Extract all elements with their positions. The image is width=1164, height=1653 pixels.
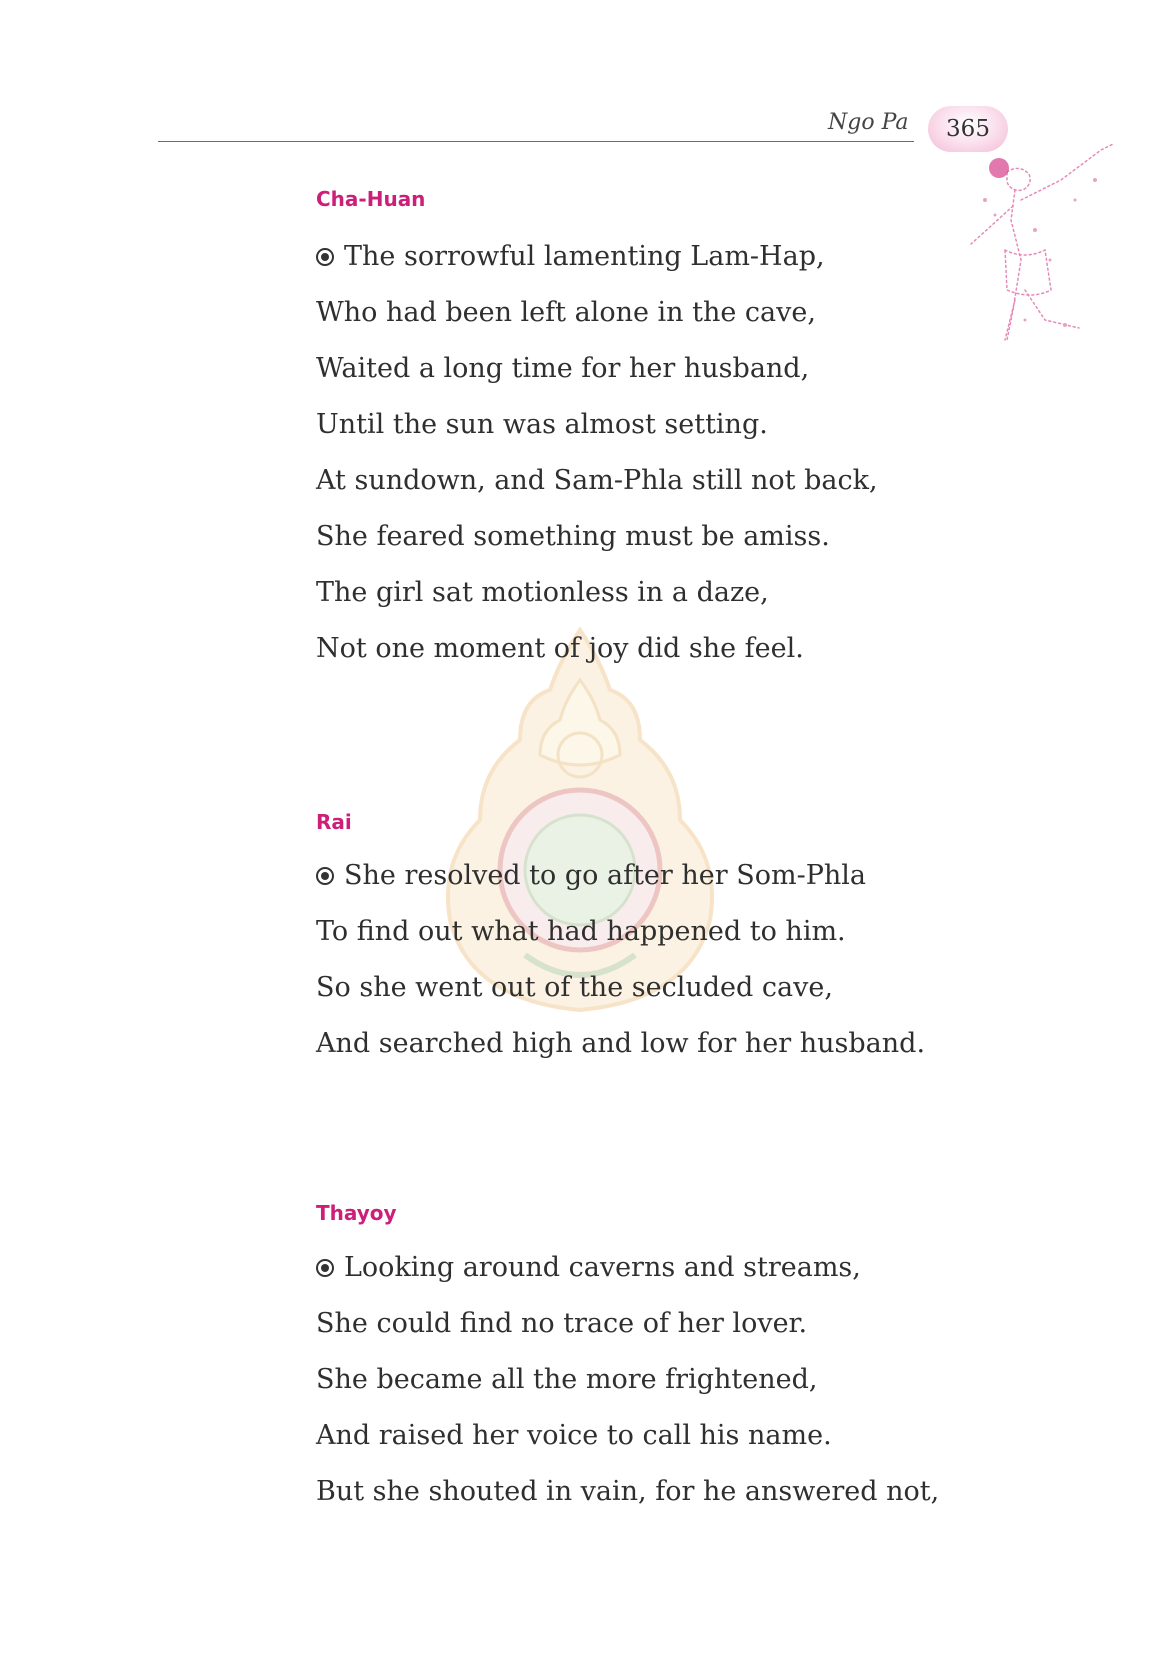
verse-line: Until the sun was almost setting. <box>316 409 768 440</box>
stanza-title: Thayoy <box>316 1201 397 1225</box>
verse-line: The girl sat motionless in a daze, <box>316 577 769 608</box>
stanza-title: Cha-Huan <box>316 187 426 211</box>
verse-line: And raised her voice to call his name. <box>316 1420 832 1451</box>
verse-line: She feared something must be amiss. <box>316 521 830 552</box>
verse-line: The sorrowful lamenting Lam-Hap, <box>316 229 878 285</box>
dancer-illustration <box>955 140 1135 350</box>
bullet-icon <box>316 248 334 266</box>
running-head: Ngo Pa <box>828 110 909 135</box>
verse-line: She resolved to go after her Som-Phla <box>316 848 925 904</box>
verse-line: So she went out of the secluded cave, <box>316 972 833 1003</box>
page-number: 365 <box>946 116 990 142</box>
stanza-verse <box>316 1240 939 1520</box>
verse-line: And searched high and low for her husband. <box>316 1028 926 1059</box>
verse-line: But she shouted in vain, for he answered not, <box>316 1476 940 1507</box>
stanza-verse <box>316 848 925 1072</box>
header-rule <box>158 141 914 142</box>
verse-line: Not one moment of joy did she feel. <box>316 633 804 664</box>
bullet-icon <box>316 867 334 885</box>
verse-line: She became all the more frightened, <box>316 1364 818 1395</box>
verse-line: She could find no trace of her lover. <box>316 1308 808 1339</box>
bullet-icon <box>316 1259 334 1277</box>
verse-line: To find out what had happened to him. <box>316 916 846 947</box>
stanza-verse <box>316 229 878 677</box>
verse-line: At sundown, and Sam-Phla still not back, <box>316 465 878 496</box>
verse-line: Who had been left alone in the cave, <box>316 297 816 328</box>
verse-line: Looking around caverns and streams, <box>316 1240 939 1296</box>
verse-line: Waited a long time for her husband, <box>316 353 810 384</box>
stanza-title: Rai <box>316 810 352 834</box>
